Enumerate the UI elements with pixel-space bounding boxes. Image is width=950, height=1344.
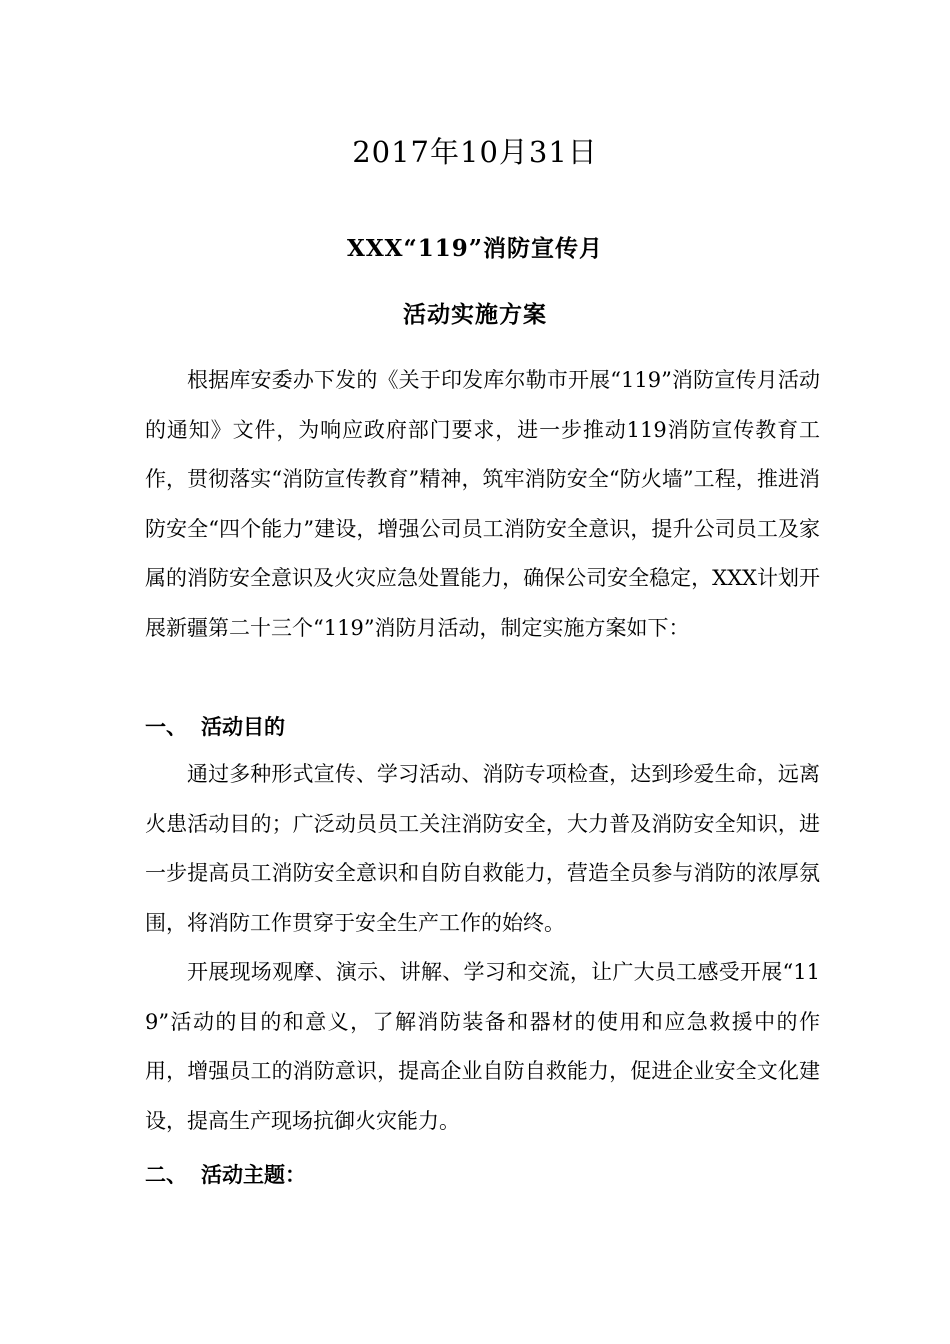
section-1-paragraph-1: 通过多种形式宣传、学习活动、消防专项检查，达到珍爱生命，远离火患活动目的；广泛动员员工关注消防安全，大力普及消防安全知识，进一步提高员工消防安全意识和自防自救能力，营造全员参与消防的浓厚氛围，将消防工作贯穿于安全生产工作的始终。 (145, 762, 820, 935)
section-heading-text: 活动主题： (201, 1162, 306, 1187)
document-title-line-2: 活动实施方案 (403, 301, 547, 328)
intro-paragraph: 根据库安委办下发的《关于印发库尔勒市开展“119”消防宣传月活动的通知》文件，为响应政府部门要求，进一步推动119消防宣传教育工作，贯彻落实“消防宣传教育”精神，筑牢消防安全“防火墙”工程，推进消防安全“四个能力”建设，增强公司员工消防安全意识，提升公司员工及家属的消防安全意识及火灾应急处置能力，确保公司安全稳定，XXX计划开展新疆第二十三个“119”消防月活动，制定实施方案如下： (145, 368, 820, 640)
section-heading-2 (145, 1158, 306, 1192)
section-number: 一、 (145, 714, 187, 739)
section-heading-text: 活动目的 (201, 714, 285, 739)
section-heading-1 (145, 710, 285, 744)
document-date: 2017年10月31日 (352, 135, 598, 169)
document-title-line-1: XXX“119”消防宣传月 (346, 235, 603, 262)
section-1-paragraph-2: 开展现场观摩、演示、讲解、学习和交流，让广大员工感受开展“119”活动的目的和意义，了解消防装备和器材的使用和应急救援中的作用，增强员工的消防意识，提高企业自防自救能力，促进企业安全文化建设，提高生产现场抗御火灾能力。 (145, 960, 820, 1133)
section-number: 二、 (145, 1162, 187, 1187)
